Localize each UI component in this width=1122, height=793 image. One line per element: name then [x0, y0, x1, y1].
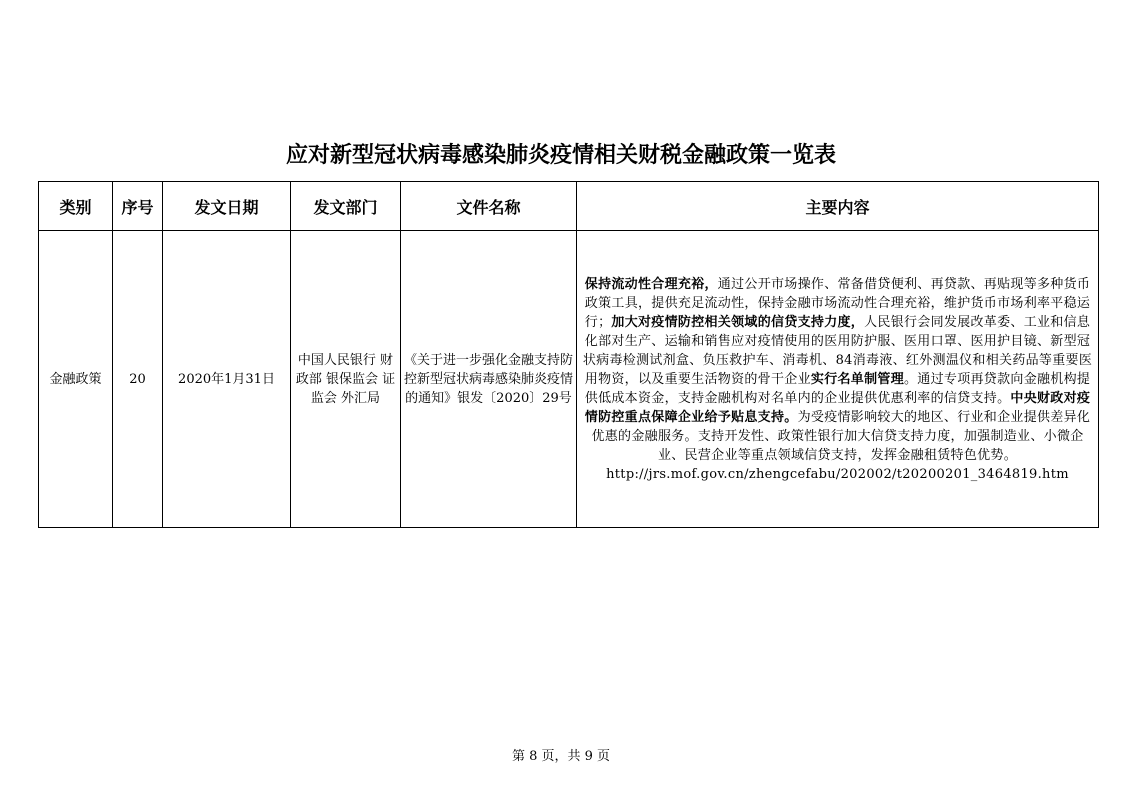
header-department: 发文部门 — [291, 182, 401, 231]
content-text-1: 通过公开市场操作、常备借贷便利、再贷款、再贴现等多种货币政策工具，提供充足流动性，保持金融市场流动性合理充裕，维护货币市场利率平稳运行； — [584, 276, 1091, 330]
content-bold-3: 实行名单制管理 — [810, 371, 904, 387]
header-content: 主要内容 — [577, 182, 1099, 231]
header-category: 类别 — [39, 182, 113, 231]
cell-content — [577, 231, 1099, 528]
cell-category: 金融政策 — [39, 231, 113, 528]
cell-document: 《关于进一步强化金融支持防控新型冠状病毒感染肺炎疫情的通知》银发〔2020〕29号 — [401, 231, 577, 528]
cell-number: 20 — [113, 231, 163, 528]
content-text-4: 为受疫情影响较大的地区、行业和企业提供差异化优惠的金融服务。支持开发性、政策性银行加大信贷支持力度，加强制造业、小微企业、民营企业等重点领域信贷支持，发挥金融租赁特色优势。 — [591, 409, 1091, 463]
header-number: 序号 — [113, 182, 163, 231]
page-title: 应对新型冠状病毒感染肺炎疫情相关财税金融政策一览表 — [285, 143, 836, 168]
content-url: http://jrs.mof.gov.cn/zhengcefabu/202002/t20200201_3464819.htm — [606, 466, 1069, 482]
content-text-3: 。通过专项再贷款向金融机构提供低成本资金，支持金融机构对名单内的企业提供优惠利率的信贷支持。 — [584, 371, 1091, 406]
cell-date: 2020年1月31日 — [163, 231, 291, 528]
policy-table — [38, 181, 1099, 528]
table-header-row — [39, 182, 1099, 231]
header-date: 发文日期 — [163, 182, 291, 231]
header-document: 文件名称 — [401, 182, 577, 231]
content-bold-1: 保持流动性合理充裕， — [584, 276, 718, 292]
cell-department: 中国人民银行 财政部 银保监会 证监会 外汇局 — [291, 231, 401, 528]
content-bold-2: 加大对疫情防控相关领域的信贷支持力度， — [611, 314, 865, 330]
table-row — [39, 231, 1099, 528]
page-footer: 第 8 页，共 9 页 — [511, 749, 611, 764]
content-text-2: 人民银行会同发展改革委、工业和信息化部对生产、运输和销售应对疫情使用的医用防护服、医用口罩、医用护目镜、新型冠状病毒检测试剂盒、负压救护车、消毒机、84消毒液、红外测温仪和相关药品等重要医用物资，以及重要生活物资的骨干企业 — [582, 314, 1093, 387]
content-bold-4: 中央财政对疫情防控重点保障企业给予贴息支持。 — [584, 390, 1091, 425]
